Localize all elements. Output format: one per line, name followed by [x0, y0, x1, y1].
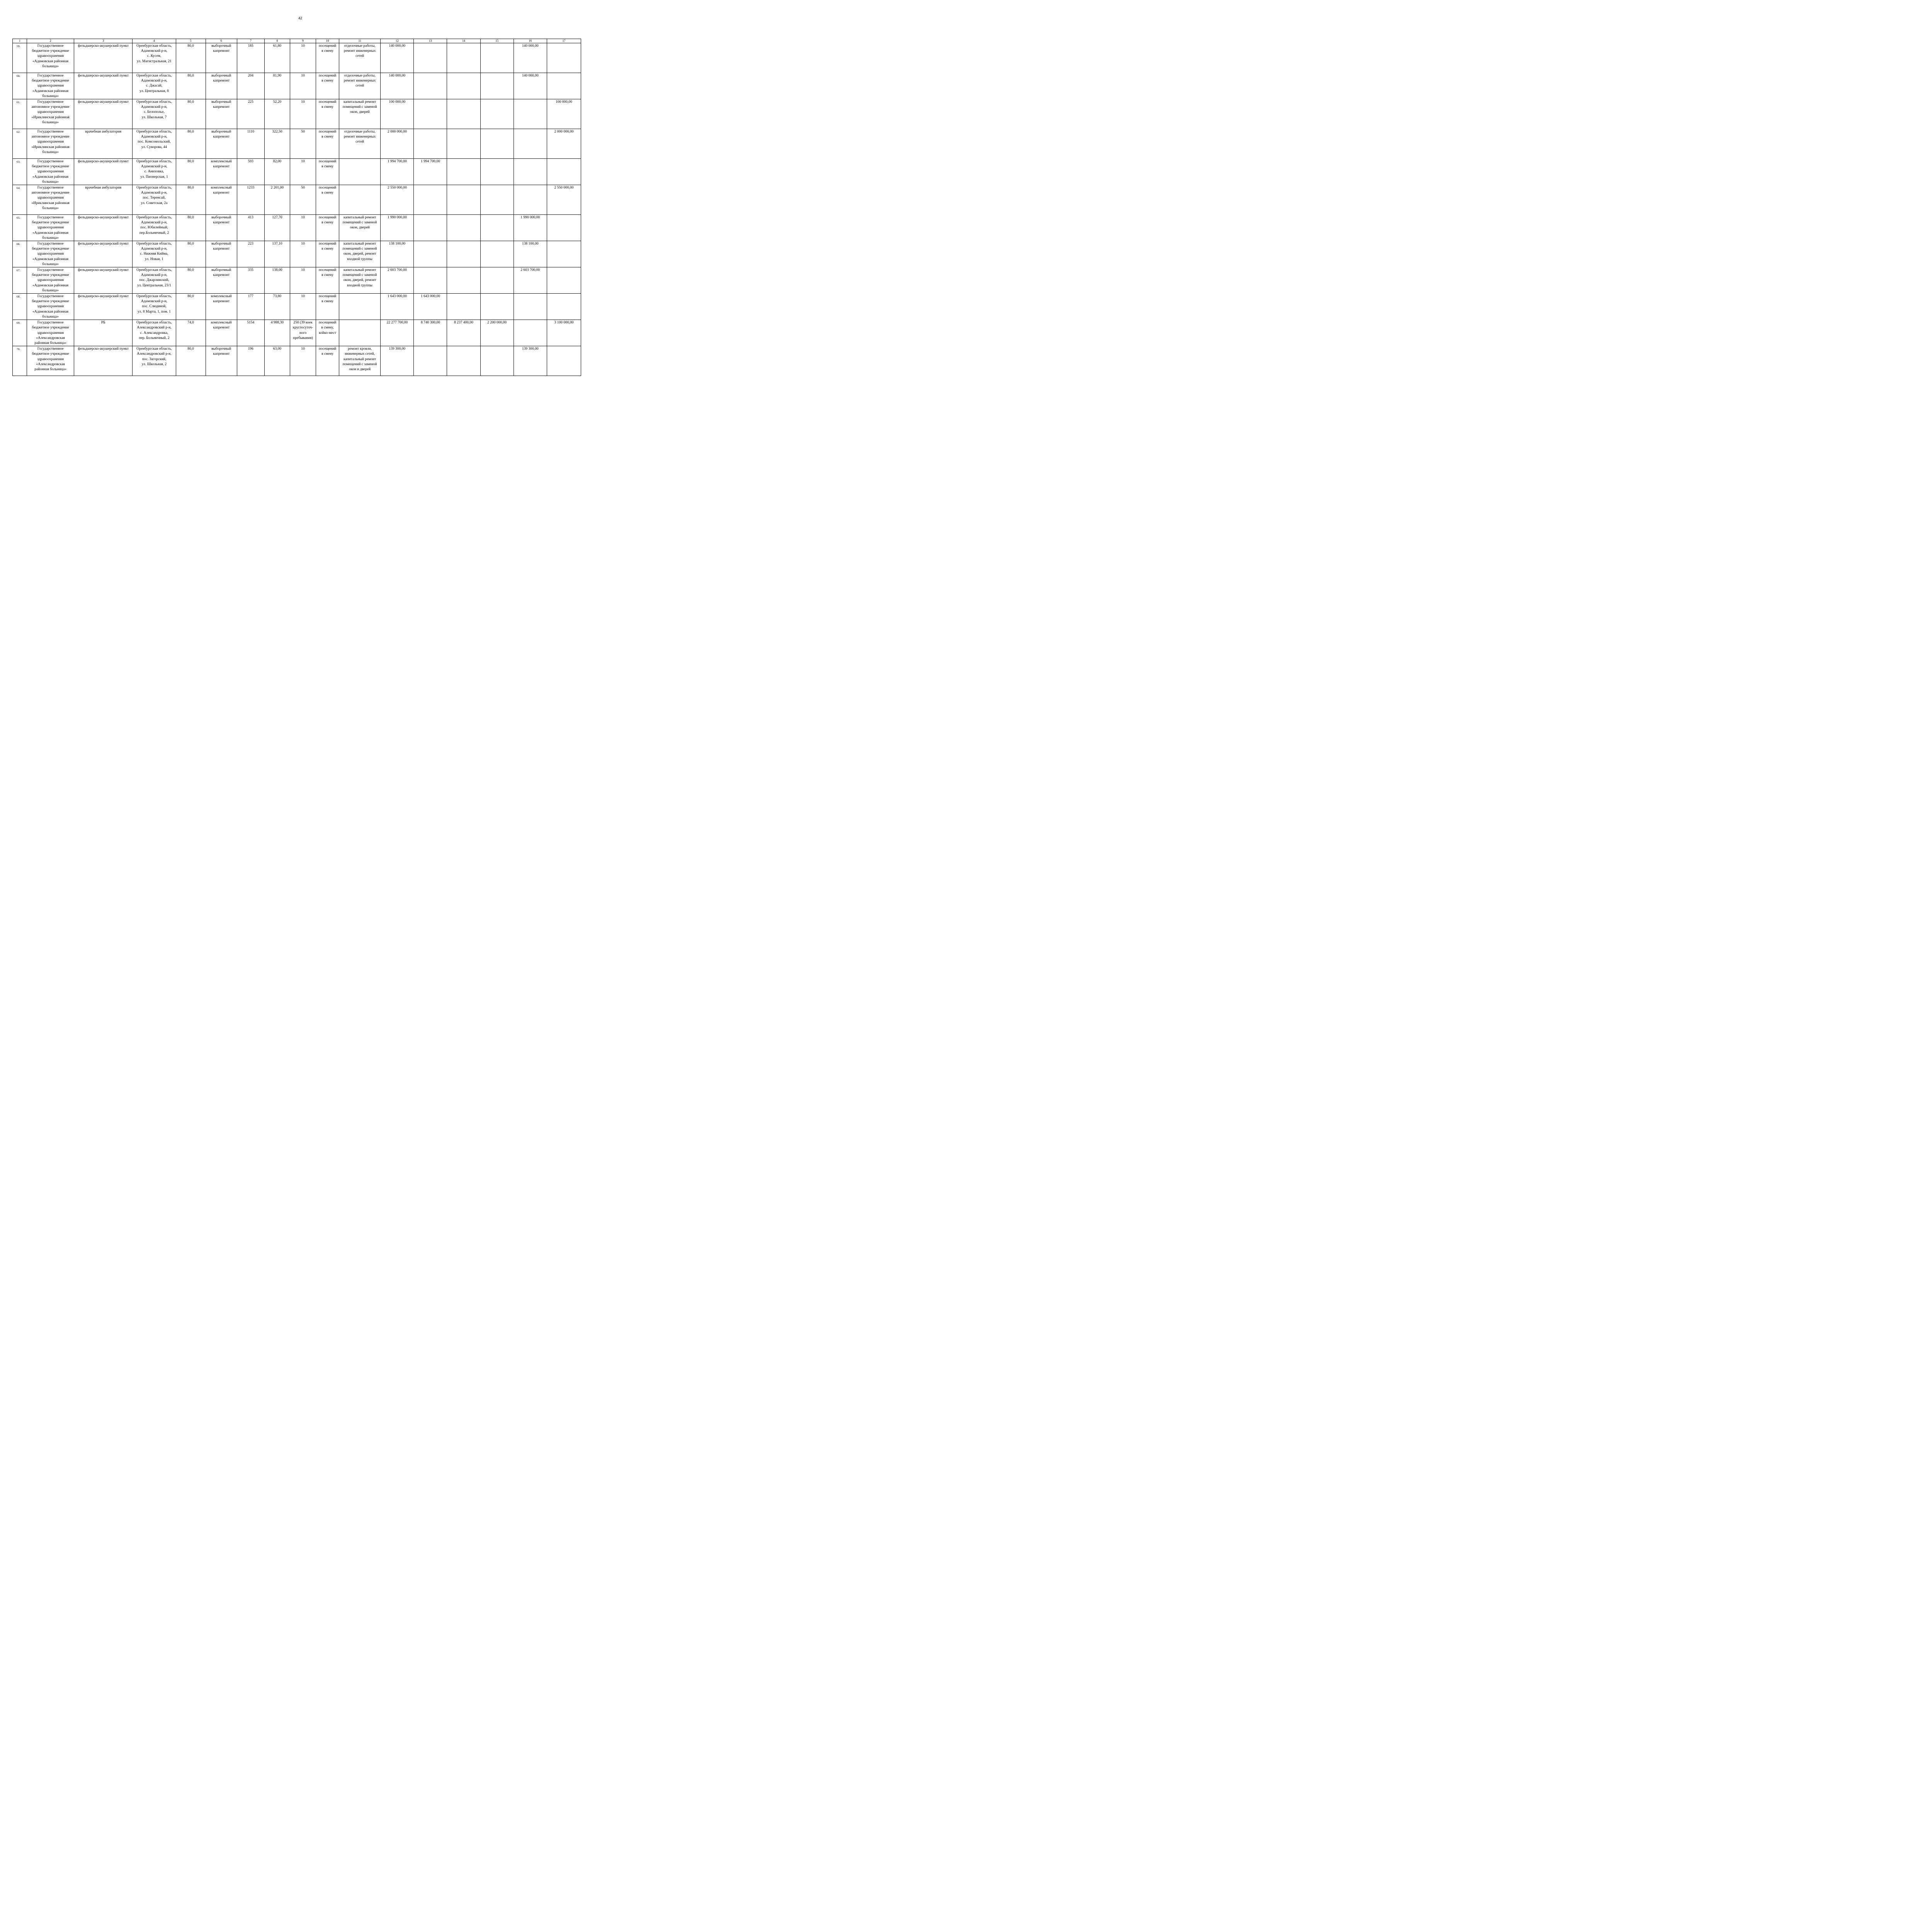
capacity-value: 10 [290, 294, 316, 320]
column-number-header: 2 [27, 39, 74, 43]
organization-name: Государственное бюджетное учреждение здравоохранения «Адамовская районная больница» [27, 43, 74, 73]
column-15-amount: 2 200 000,00 [480, 320, 514, 346]
row-number: 68. [13, 294, 27, 320]
column-7-value: 177 [237, 294, 264, 320]
table-row [13, 320, 581, 346]
facility-address: Оренбургская область, Адамовский р-н, с. Нижняя Кийма, ул. Новая, 1 [133, 241, 176, 267]
column-13-amount [414, 185, 447, 215]
column-13-amount [414, 43, 447, 73]
row-number: 67. [13, 267, 27, 294]
repair-type: выборочный капремонт [206, 99, 237, 129]
total-amount: 140 000,00 [381, 73, 414, 99]
works-description: отделочные работы, ремонт инженерных сетей [339, 129, 381, 159]
works-description: капитальный ремонт помещений с заменой окон, дверей [339, 215, 381, 241]
row-number: 70. [13, 346, 27, 376]
table-row [13, 99, 581, 129]
column-14-amount [447, 99, 480, 129]
organization-name: Государственное бюджетное учреждение здравоохранения «Александровская районная больница» [27, 320, 74, 346]
facility-address: Оренбургская область, Адамовский р-н, пос. Юбилейный, пер.Больничный, 2 [133, 215, 176, 241]
column-number-header: 1 [13, 39, 27, 43]
column-number-header: 5 [176, 39, 206, 43]
total-amount: 22 277 700,00 [381, 320, 414, 346]
column-7-value: 593 [237, 159, 264, 185]
facility-address: Оренбургская область, Адамовский р-н, пос. Теренсай, ул. Советская, 2а [133, 185, 176, 215]
column-15-amount [480, 43, 514, 73]
column-16-amount: 139 300,00 [514, 346, 547, 376]
column-5-value: 80,0 [176, 294, 206, 320]
total-amount: 138 100,00 [381, 241, 414, 267]
column-14-amount [447, 159, 480, 185]
column-number-header: 12 [381, 39, 414, 43]
facility-type: фельдшерско-акушерский пункт [74, 267, 133, 294]
column-7-value: 335 [237, 267, 264, 294]
facility-type: РБ [74, 320, 133, 346]
total-amount: 1 994 700,00 [381, 159, 414, 185]
facility-type: врачебная амбулатория [74, 129, 133, 159]
capacity-unit: посещений в смену, койко-мест [316, 320, 339, 346]
capacity-value: 10 [290, 215, 316, 241]
column-15-amount [480, 267, 514, 294]
capacity-unit: посещений в смену [316, 159, 339, 185]
capacity-unit: посещений в смену [316, 43, 339, 73]
facility-address: Оренбургская область, Адамовский р-н, с. Кусем, ул. Магистральная, 21 [133, 43, 176, 73]
column-7-value: 185 [237, 43, 264, 73]
column-5-value: 80,0 [176, 129, 206, 159]
row-number: 62. [13, 129, 27, 159]
capacity-value: 50 [290, 185, 316, 215]
column-13-amount [414, 99, 447, 129]
column-17-amount: 2 550 000,00 [547, 185, 581, 215]
column-17-amount [547, 241, 581, 267]
column-15-amount [480, 241, 514, 267]
repair-type: выборочный капремонт [206, 215, 237, 241]
column-7-value: 204 [237, 73, 264, 99]
organization-name: Государственное бюджетное учреждение здравоохранения «Адамовская районная больница» [27, 159, 74, 185]
column-7-value: 196 [237, 346, 264, 376]
column-8-value: 127,70 [264, 215, 290, 241]
repair-type: выборочный капремонт [206, 241, 237, 267]
column-17-amount [547, 159, 581, 185]
column-8-value: 81,90 [264, 73, 290, 99]
column-number-header: 14 [447, 39, 480, 43]
column-15-amount [480, 129, 514, 159]
column-7-value: 413 [237, 215, 264, 241]
column-13-amount [414, 346, 447, 376]
column-13-amount [414, 73, 447, 99]
column-16-amount [514, 294, 547, 320]
table-row [13, 346, 581, 376]
total-amount: 1 643 000,00 [381, 294, 414, 320]
column-16-amount: 1 990 000,00 [514, 215, 547, 241]
column-14-amount [447, 215, 480, 241]
row-number: 69. [13, 320, 27, 346]
column-14-amount [447, 267, 480, 294]
facility-address: Оренбургская область, Адамовский р-н, с. Аниховка, ул. Пионерская, 1 [133, 159, 176, 185]
capacity-unit: посещений в смену [316, 267, 339, 294]
column-14-amount [447, 241, 480, 267]
capacity-value: 10 [290, 346, 316, 376]
column-16-amount: 140 000,00 [514, 73, 547, 99]
repair-type: комплексный капремонт [206, 185, 237, 215]
facility-type: фельдшерско-акушерский пункт [74, 99, 133, 129]
column-number-header: 4 [133, 39, 176, 43]
capacity-unit: посещений в смену [316, 294, 339, 320]
repair-type: выборочный капремонт [206, 43, 237, 73]
column-15-amount [480, 294, 514, 320]
column-13-amount [414, 241, 447, 267]
organization-name: Государственное бюджетное учреждение здравоохранения «Адамовская районная больница» [27, 241, 74, 267]
column-17-amount [547, 346, 581, 376]
organization-name: Государственное автономное учреждение здравоохранения «Ириклинская районная больница» [27, 129, 74, 159]
organization-name: Государственное бюджетное учреждение здравоохранения «Адамовская районная больница» [27, 73, 74, 99]
column-5-value: 80,0 [176, 159, 206, 185]
column-14-amount: 8 237 400,00 [447, 320, 480, 346]
column-13-amount: 8 740 300,00 [414, 320, 447, 346]
facility-address: Оренбургская область, Адамовский р-н, пос. Джарлинский, ул. Центральная, 23/1 [133, 267, 176, 294]
column-7-value: 223 [237, 241, 264, 267]
capacity-unit: посещений в смену [316, 129, 339, 159]
column-13-amount: 1 643 000,00 [414, 294, 447, 320]
column-17-amount [547, 43, 581, 73]
row-number: 65. [13, 215, 27, 241]
column-7-value: 5154 [237, 320, 264, 346]
capacity-value: 10 [290, 241, 316, 267]
column-7-value: 1110 [237, 129, 264, 159]
works-description [339, 159, 381, 185]
column-number-header: 8 [264, 39, 290, 43]
column-17-amount: 2 000 000,00 [547, 129, 581, 159]
organization-name: Государственное бюджетное учреждение здравоохранения «Адамовская районная больница» [27, 267, 74, 294]
facility-type: фельдшерско-акушерский пункт [74, 159, 133, 185]
capacity-value: 10 [290, 159, 316, 185]
organization-name: Государственное бюджетное учреждение здравоохранения «Адамовская районная больница» [27, 294, 74, 320]
table-row [13, 267, 581, 294]
capacity-value: 10 [290, 43, 316, 73]
column-8-value: 137,10 [264, 241, 290, 267]
works-description: отделочные работы, ремонт инженерных сетей [339, 43, 381, 73]
column-16-amount: 138 100,00 [514, 241, 547, 267]
capacity-unit: посещений в смену [316, 241, 339, 267]
table-row [13, 159, 581, 185]
column-number-header: 15 [480, 39, 514, 43]
column-8-value: 138,00 [264, 267, 290, 294]
column-15-amount [480, 346, 514, 376]
organization-name: Государственное автономное учреждение здравоохранения «Ириклинская районная больница» [27, 99, 74, 129]
column-number-header: 9 [290, 39, 316, 43]
column-15-amount [480, 215, 514, 241]
facilities-table [12, 39, 581, 376]
total-amount: 2 000 000,00 [381, 129, 414, 159]
facility-type: врачебная амбулатория [74, 185, 133, 215]
facility-address: Оренбургская область, Александровский р-н, пос. Загорский, ул. Школьная, 2 [133, 346, 176, 376]
facility-address: Оренбургская область, Адамовский р-н, пос. Комсомольский, ул. Суворова, 44 [133, 129, 176, 159]
row-number: 64. [13, 185, 27, 215]
total-amount: 140 000,00 [381, 43, 414, 73]
table-row [13, 241, 581, 267]
column-number-header: 6 [206, 39, 237, 43]
capacity-unit: посещений в смену [316, 73, 339, 99]
total-amount: 2 603 700,00 [381, 267, 414, 294]
works-description: капитальный ремонт помещений с заменой окон, дверей, ремонт входной группы [339, 267, 381, 294]
total-amount: 100 000,00 [381, 99, 414, 129]
column-5-value: 80,0 [176, 215, 206, 241]
works-description [339, 320, 381, 346]
column-17-amount [547, 215, 581, 241]
facility-address: Оренбургская область, Адамовский р-н, с. Белополье, ул. Школьная, 7 [133, 99, 176, 129]
capacity-unit: посещений в смену [316, 99, 339, 129]
column-5-value: 80,0 [176, 99, 206, 129]
column-number-header-row [13, 39, 581, 43]
column-5-value: 80,0 [176, 267, 206, 294]
column-5-value: 80,0 [176, 43, 206, 73]
organization-name: Государственное автономное учреждение здравоохранения «Ириклинская районная больница» [27, 185, 74, 215]
column-number-header: 3 [74, 39, 133, 43]
column-17-amount [547, 294, 581, 320]
column-5-value: 80,0 [176, 73, 206, 99]
column-8-value: 2 201,00 [264, 185, 290, 215]
column-7-value: 225 [237, 99, 264, 129]
table-row [13, 129, 581, 159]
capacity-unit: посещений в смену [316, 346, 339, 376]
row-number: 60. [13, 73, 27, 99]
column-17-amount [547, 73, 581, 99]
total-amount: 2 550 000,00 [381, 185, 414, 215]
column-16-amount [514, 99, 547, 129]
facility-address: Оренбургская область, Александровский р-н, с. Александровка, пер. Больничный, 2 [133, 320, 176, 346]
facility-type: фельдшерско-акушерский пункт [74, 241, 133, 267]
column-15-amount [480, 185, 514, 215]
total-amount: 139 300,00 [381, 346, 414, 376]
capacity-value: 10 [290, 99, 316, 129]
column-14-amount [447, 129, 480, 159]
column-number-header: 17 [547, 39, 581, 43]
repair-type: выборочный капремонт [206, 129, 237, 159]
column-8-value: 52,20 [264, 99, 290, 129]
column-8-value: 63,00 [264, 346, 290, 376]
column-number-header: 10 [316, 39, 339, 43]
repair-type: выборочный капремонт [206, 346, 237, 376]
column-number-header: 11 [339, 39, 381, 43]
facility-address: Оренбургская область, Адамовский р-н, пос. Слюдяной, ул. 8 Марта, 1, пом. 1 [133, 294, 176, 320]
capacity-value: 50 [290, 129, 316, 159]
column-16-amount [514, 159, 547, 185]
works-description: капитальный ремонт помещений с заменой окон, дверей, ремонт входной группы [339, 241, 381, 267]
column-number-header: 13 [414, 39, 447, 43]
column-16-amount [514, 185, 547, 215]
column-13-amount [414, 267, 447, 294]
row-number: 66. [13, 241, 27, 267]
facility-type: фельдшерско-акушерский пункт [74, 73, 133, 99]
repair-type: комплексный капремонт [206, 159, 237, 185]
column-13-amount: 1 994 700,00 [414, 159, 447, 185]
column-16-amount [514, 320, 547, 346]
column-14-amount [447, 294, 480, 320]
column-16-amount: 140 000,00 [514, 43, 547, 73]
column-5-value: 80,0 [176, 241, 206, 267]
capacity-unit: посещений в смену [316, 215, 339, 241]
table-row [13, 215, 581, 241]
total-amount: 1 990 000,00 [381, 215, 414, 241]
column-5-value: 80,0 [176, 185, 206, 215]
row-number: 63. [13, 159, 27, 185]
column-17-amount [547, 267, 581, 294]
facility-type: фельдшерско-акушерский пункт [74, 215, 133, 241]
column-15-amount [480, 159, 514, 185]
facility-type: фельдшерско-акушерский пункт [74, 346, 133, 376]
column-8-value: 4 988,30 [264, 320, 290, 346]
column-13-amount [414, 129, 447, 159]
capacity-value: 10 [290, 267, 316, 294]
column-14-amount [447, 185, 480, 215]
works-description [339, 185, 381, 215]
column-14-amount [447, 73, 480, 99]
column-17-amount: 100 000,00 [547, 99, 581, 129]
column-15-amount [480, 99, 514, 129]
column-16-amount [514, 129, 547, 159]
capacity-value: 250 (39 коек круглосуточ- ного пребывания) [290, 320, 316, 346]
column-8-value: 322,50 [264, 129, 290, 159]
column-13-amount [414, 215, 447, 241]
organization-name: Государственное бюджетное учреждение здравоохранения «Адамовская районная больница» [27, 215, 74, 241]
column-14-amount [447, 346, 480, 376]
column-5-value: 74,0 [176, 320, 206, 346]
capacity-unit: посещений в смену [316, 185, 339, 215]
repair-type: выборочный капремонт [206, 267, 237, 294]
column-16-amount: 2 603 700,00 [514, 267, 547, 294]
column-8-value: 61,80 [264, 43, 290, 73]
repair-type: выборочный капремонт [206, 73, 237, 99]
works-description [339, 294, 381, 320]
column-number-header: 7 [237, 39, 264, 43]
row-number: 59. [13, 43, 27, 73]
works-description: отделочные работы, ремонт инженерных сетей [339, 73, 381, 99]
facility-type: фельдшерско-акушерский пункт [74, 294, 133, 320]
page-number: 42 [298, 16, 302, 20]
column-17-amount: 3 100 000,00 [547, 320, 581, 346]
table-row [13, 73, 581, 99]
column-15-amount [480, 73, 514, 99]
column-5-value: 80,0 [176, 346, 206, 376]
works-description: капитальный ремонт помещений с заменой окон, дверей [339, 99, 381, 129]
facility-type: фельдшерско-акушерский пункт [74, 43, 133, 73]
facility-address: Оренбургская область, Адамовский р-н, с. Джасай, ул. Центральная, 8 [133, 73, 176, 99]
works-description: ремонт кровли, инженерных сетей, капитальный ремонт помещений с заменой окон и дверей [339, 346, 381, 376]
capacity-value: 10 [290, 73, 316, 99]
column-7-value: 1233 [237, 185, 264, 215]
column-number-header: 16 [514, 39, 547, 43]
column-14-amount [447, 43, 480, 73]
table-row [13, 294, 581, 320]
repair-type: комплексный капремонт [206, 294, 237, 320]
organization-name: Государственное бюджетное учреждение здравоохранения «Александровская районная больница» [27, 346, 74, 376]
table-row [13, 43, 581, 73]
column-8-value: 82,00 [264, 159, 290, 185]
row-number: 61. [13, 99, 27, 129]
table-row [13, 185, 581, 215]
column-8-value: 73,80 [264, 294, 290, 320]
repair-type: комплексный капремонт [206, 320, 237, 346]
